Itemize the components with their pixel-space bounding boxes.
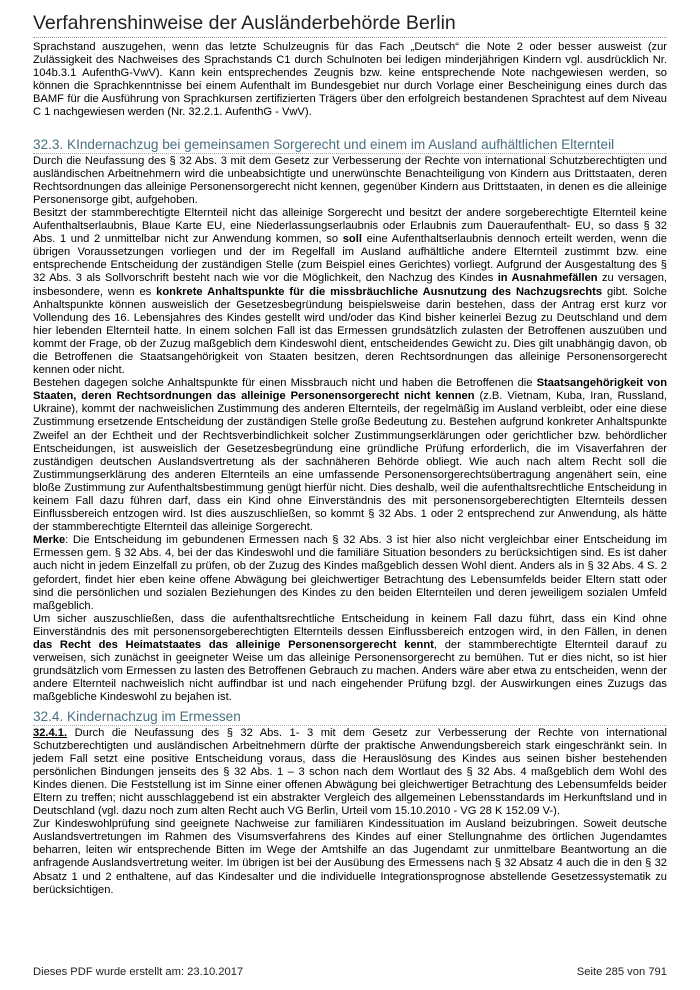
paragraph-number-3241: 32.4.1.: [33, 726, 68, 739]
text-run: : Die Entscheidung im gebundenen Ermessen nach § 32 Abs. 3 ist hier also nicht vergleichbar einer Entscheidung im Ermessen gem. § 32 Abs. 4, bei der das Kindeswohl und die familiäre Situation besonders zu berücksichtigen sind. Es ist daher auch nicht in jedem Einzelfall zu prüfen, ob der Zuzug des Kindes maßgeblich dessen Wohl dient. Anders als in § 32 Abs. 4 S. 2 gefordert, findet hier eben keine offene Abwägung bei gleichwertiger Betrachtung des Lebensumfelds beider Eltern statt oder sind die persönlichen und sozialen Beziehungen des Kindes zu den beiden Elternteilen und deren jeweiligem sozialen Umfeld maßgeblich.: [33, 534, 667, 612]
section-323-paragraph-3: [33, 377, 667, 534]
text-run: Besitzt der stammberechtigte Elternteil nicht das alleinige Sorgerecht und besitzt der andere sorgeberechtigte Elternteil keine Aufenthaltserlaubnis, Blaue Karte EU, eine Niederlassungserlaubnis oder Erlaubnis zum Daueraufenthalt- EU, so dass § 32 Abs. 1 und 2 unmittelbar nicht zur Anwendung kommen, so: [33, 206, 667, 246]
section-323-paragraph-4: [33, 534, 667, 613]
section-324-divider: [33, 725, 667, 726]
text-run: Bestehen dagegen solche Anhaltspunkte für einen Missbrauch nicht und haben die Betroffenen die: [33, 377, 537, 390]
bold-text-staatsangehoerigkeit: Staatsangehörigkeit von Staaten, deren Rechtsordnungen das alleinige Personensorgerecht nicht kennen: [33, 377, 667, 403]
bold-text-soll: soll: [342, 233, 362, 246]
header-divider: [33, 37, 667, 38]
text-run: eine Aufenthaltserlaubnis dennoch erteilt werden, wenn die übrigen Voraussetzungen vorliegen und der im Regelfall im Ausland aufhältliche andere Elternteil zustimmt bzw. eine entsprechende Entscheidung der zuständigen Stelle (zum Beispiel eines Gerichtes) vorliegt. Aufgrund der Ausgestaltung des § 32 Abs. 3 als Sollvorschrift besteht nach wie vor die Möglichkeit, den Nachzug des Kindes: [33, 233, 668, 285]
text-run: Um sicher auszuschließen, dass die aufenthaltsrechtliche Entscheidung in keinem Fall dazu führt, dass ein Kind ohne Einverständnis des mit personensorgeberechtigten Elternteils dessen Einflussbereich entzogen wird, in den Fällen, in denen: [33, 612, 667, 638]
document-body: [33, 41, 667, 897]
text-run: , der stammberechtigte Elternteil darauf zu verweisen, sich zunächst in geeigneter Weise um das alleinige Personensorgerecht zu bemühen. Tut er dies nicht, so ist hier grundsätzlich vom Ermessen zu lasten des Betroffenen Gebrauch zu machen. Anders wäre aber etwa zu entscheiden, wenn der andere Elternteil nachweislich nicht auffindbar ist und nach eingehender Prüfung bzgl. der Auswirkungen eines Zuzugs das maßgebliche Kindeswohl zu bejahen ist.: [33, 639, 667, 704]
text-run: (z.B. Vietnam, Kuba, Iran, Russland, Ukraine), kommt der nachweislichen Zustimmung des anderen Elternteils, der regelmäßig im Ausland verbleibt, oder eine diese Zustimmung ersetzende Entscheidung der zuständigen Stelle große Bedeutung zu. Bestehen aufgrund konkreter Anhaltspunkte Zweifel an der Echtheit und der Rechtsverbindlichkeit solcher Zustimmungserklärungen oder gerichtlicher bzw. behördlicher Entscheidungen, ist ausweislich der Gesetzesbegründung eine gründliche Prüfung erforderlich, die im Visaverfahren der zuständigen deutschen Auslandsvertretung als der sachnäheren Behörde obliegt. Wie auch nach altem Recht soll die Zustimmungserklärung des anderen Elternteils an eine umfassende Personensorgerechtsübertragung angenähert sein, eine bloße Zustimmung zur Aufenthaltsbestimmung genügt hierfür nicht. Dies deshalb, weil die aufenthaltsrechtliche Entscheidung in keinem Fall dazu führen darf, dass ein Kind ohne Einverständnis des mit personensorgeberechtigten Elternteils dessen Einflussbereich entzogen wird. Ist dies auszuschließen, so kommt § 32 Abs. 1 oder 2 entsprechend zur Anwendung, als hätte der stammberechtigte Elternteil das alleinige Sorgerecht.: [33, 390, 667, 534]
section-324-heading: 32.4. Kindernachzug im Ermessen: [33, 708, 241, 724]
text-run: Durch die Neufassung des § 32 Abs. 1- 3 mit dem Gesetz zur Verbesserung der Rechte von international Schutzberechtigten und ausländischen Arbeitnehmern dürfte der praktische Anwendungsbereich stark eingeschränkt sein. In jedem Fall setzt eine positive Entscheidung voraus, dass die Herauslösung des Kindes aus seinen bisher bestehenden persönlichen Bindungen jenseits des § 32 Abs. 1 – 3 schon nach dem Wortlaut des § 32 Abs. 4 maßgeblich dem Wohl des Kindes dienen. Die Feststellung ist im Sinne einer offenen Abwägung bei gleichwertiger Betrachtung des Lebensumfelds beider Eltern zu treffen; nicht ausschlaggebend ist ein abstrakter Vergleich des allgemeinen Lebensstandards im Herkunftsland und in Deutschland (vgl. dazu noch zum alten Recht auch VG Berlin, Urteil vom 15.10.2010 - VG 28 K 152.09 V-).: [33, 726, 667, 818]
section-323-paragraph-2: [33, 207, 667, 377]
intro-paragraph: Sprachstand auszugehen, wenn das letzte Schulzeugnis für das Fach „Deutsch“ die Note 2 oder besser ausweist (zur Zulässigkeit des Nachweises des Sprachstands C1 durch Schulnoten bei ledigen minderjährigen Kindern vgl. ausdrücklich Nr. 104b.3.1 AufenthG-VwV). Kann kein entsprechendes Zeugnis bzw. keine entsprechende Note nachgewiesen werden, so können die Sprachkenntnisse bei einem Aufenthalt im Bundesgebiet nur durch Vorlage einer Bescheinigung eines durch das BAMF für die Ausführung von Sprachkursen zertifizierten Trägers über den erfolgreich bestandenen Sprachtest auf dem Niveau C 1 nachgewiesen werden (Nr. 32.2.1. AufenthG - VwV).: [33, 41, 667, 119]
text-run: zu versagen, insbesondere, wenn es: [33, 272, 667, 298]
footer-created-date: Dieses PDF wurde erstellt am: 23.10.2017: [33, 966, 244, 978]
page-footer: [33, 965, 667, 979]
section-324-paragraph-1: [33, 727, 667, 819]
document-header-title: Verfahrenshinweise der Ausländerbehörde Berlin: [33, 12, 456, 34]
footer-page-number: Seite 285 von 791: [576, 966, 667, 978]
bold-text-heimatstaat: das Recht des Heimatstaates das alleinige Personensorgerecht kennt: [33, 639, 434, 652]
section-323-paragraph-1: Durch die Neufassung des § 32 Abs. 3 mit dem Gesetz zur Verbesserung der Rechte von international Schutzberechtigten und ausländischen Arbeitnehmern wird die unbeabsichtigte und unerwünschte Benachteiligung von Kindern aus Drittstaaten, deren Rechtsordnungen das alleinige Personensorgerecht nicht kennen, gegenüber Kindern aus Drittstaaten, in denen es die alleinige Personensorge gibt, aufgehoben.: [33, 154, 667, 206]
section-323-heading: 32.3. KIndernachzug bei gemeinsamen Sorgerecht und einem im Ausland aufhältlichen Elternteil: [33, 136, 615, 152]
section-324-paragraph-2: Zur Kindeswohlprüfung sind geeignete Nachweise zur familiären Kindessituation im Ausland beizubringen. Soweit deutsche Auslandsvertretungen im Rahmen des Visumsverfahrens des Kindes auf einer Stellungnahme des örtlichen Jugendamtes beharren, leiten wir entsprechende Bitten im Wege der Amtshilfe an das Jugendamt zur unmittelbare Beantwortung an die anfragende Auslandsvertretung weiter. Im übrigen ist bei der Ausübung des Ermessens nach § 32 Absatz 4 auch die in den § 32 Absatz 1 und 2 enthaltene, auf das Kindesalter und die individuelle Integrationsprognose abstellende Gesetzessystematik zu berücksichtigen.: [33, 818, 667, 896]
bold-text-ausnahmefaelle: in Ausnahmefällen: [497, 272, 598, 285]
text-run: gibt. Solche Anhaltspunkte können ausweislich der Gesetzesbegründung beispielsweise darin bestehen, dass der Antrag erst kurz vor Vollendung des 16. Lebensjahres des Kindes gestellt wird und/oder das Kind bisher keinerlei Bezug zu Deutschland und dem hier lebenden Elternteil hatte. In einem solchen Fall ist das Ermessen grundsätzlich zulasten der Betroffenen auszuüben und kommt der Frage, ob der Zuzug maßgeblich dem Kindeswohl dient, entscheidendes Gewicht zu. Dies gilt unabhängig davon, ob die Betroffenen die Staatsangehörigkeit von Staaten besitzen, deren Rechtsordnungen das alleinige Personensorgerecht kennen oder nicht.: [33, 285, 668, 377]
document-page: [33, 0, 667, 990]
section-323-paragraph-5: [33, 613, 667, 705]
bold-text-anhaltspunkte: konkrete Anhaltspunkte für die missbräuchliche Ausnutzung des Nachzugsrechts: [156, 285, 603, 298]
bold-text-merke: Merke: [33, 534, 66, 547]
section-323-divider: [33, 153, 667, 154]
